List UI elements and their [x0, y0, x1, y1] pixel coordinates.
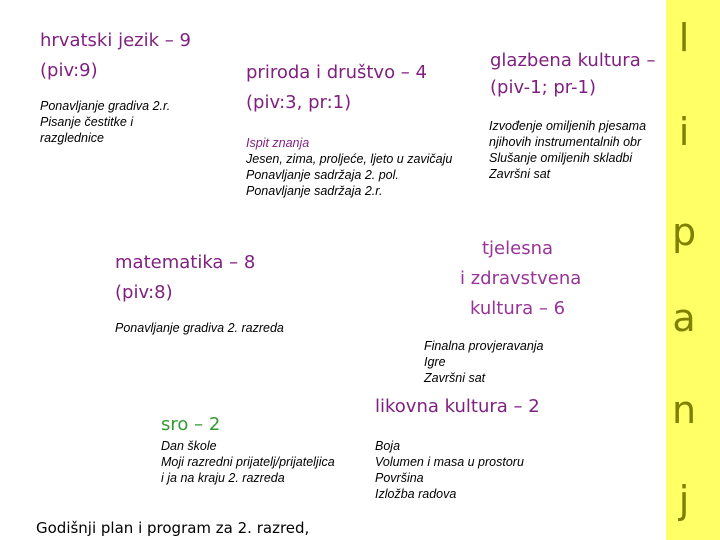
list-item: Dan škole [161, 439, 217, 453]
tjelesna-title-2: i zdravstvena [460, 268, 582, 289]
sro-list [161, 438, 335, 486]
list-item: razglednice [40, 131, 104, 145]
list-item: Pisanje čestitke i [40, 115, 134, 129]
list-item: Volumen i masa u prostoru [375, 455, 524, 469]
hrvatski-sub: (piv:9) [40, 60, 98, 81]
tjelesna-title-3: kultura – 6 [470, 298, 566, 319]
list-item: Finalna provjeravanja [424, 339, 544, 353]
priroda-sub: (piv:3, pr:1) [246, 92, 352, 113]
priroda-list [246, 135, 452, 199]
list-item: njihovih instrumentalnih obr [489, 135, 642, 149]
tjelesna-title-1: tjelesna [482, 238, 554, 259]
list-item: Završni sat [424, 371, 486, 385]
sidebar-letter: i [678, 110, 690, 154]
priroda-title: priroda i društvo – 4 [246, 62, 427, 83]
sidebar-letter: l [678, 16, 690, 60]
footer-text: Godišnji plan i program za 2. razred, [36, 519, 310, 537]
list-item: Ponavljanje gradiva 2.r. [40, 99, 171, 113]
tjelesna-list [424, 338, 544, 386]
matematika-list [115, 320, 284, 336]
sidebar-letter: p [671, 210, 697, 254]
sro-title: sro – 2 [161, 414, 221, 435]
list-item: Igre [424, 355, 446, 369]
list-item: Slušanje omiljenih skladbi [489, 151, 633, 165]
hrvatski-title: hrvatski jezik – 9 [40, 30, 191, 51]
hrvatski-list [40, 98, 170, 146]
list-item: Površina [375, 471, 424, 485]
list-item: Ispit znanja [246, 136, 310, 150]
likovna-title: likovna kultura – 2 [375, 396, 540, 417]
list-item: Moji razredni prijatelj/prijateljica [161, 455, 335, 469]
list-item: Izvođenje omiljenih pjesama [489, 119, 647, 133]
sidebar-letter: a [672, 296, 696, 340]
glazbena-sub: (piv-1; pr-1) [490, 77, 596, 98]
list-item: Izložba radova [375, 487, 457, 501]
matematika-title: matematika – 8 [115, 252, 256, 273]
list-item: Jesen, zima, proljeće, ljeto u zavičaju [246, 152, 453, 166]
matematika-sub: (piv:8) [115, 282, 173, 303]
likovna-list [375, 438, 524, 502]
list-item: Ponavljanje sadržaja 2. pol. [246, 168, 399, 182]
list-item: Završni sat [489, 167, 551, 181]
list-item: i ja na kraju 2. razreda [161, 471, 285, 485]
month-sidebar [666, 0, 720, 540]
glazbena-list [489, 118, 665, 182]
sidebar-letter: n [671, 388, 697, 432]
sidebar-letter: j [678, 478, 690, 522]
list-item: Ponavljanje gradiva 2. razreda [115, 321, 284, 335]
glazbena-title: glazbena kultura – [490, 50, 656, 71]
list-item: Ponavljanje sadržaja 2.r. [246, 184, 383, 198]
list-item: Boja [375, 439, 401, 453]
